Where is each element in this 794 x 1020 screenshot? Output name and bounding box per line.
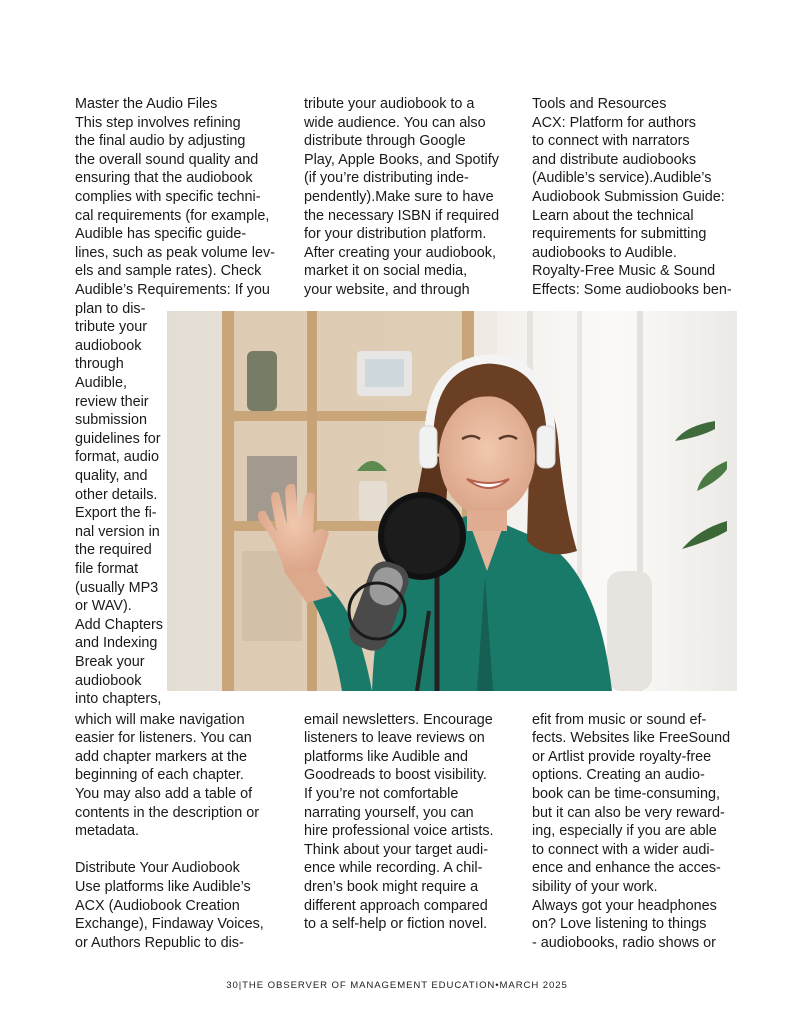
text-line: other details. [75, 486, 158, 503]
text-line: guidelines for [75, 430, 161, 447]
text-line: metadata. [75, 823, 139, 840]
text-line: pendently).Make sure to have [304, 189, 494, 205]
issue-date: MARCH 2025 [499, 980, 568, 991]
text-line: Exchange), Findaway Voices, [75, 916, 264, 933]
text-line: complies with specific techni- [75, 189, 261, 205]
text-line: nal version in [75, 523, 160, 540]
text-line: Always got your headphones [532, 897, 717, 914]
podcast-recording-photo [167, 311, 737, 691]
text-line: (usually MP3 [75, 579, 159, 596]
text-line: which will make navigation [75, 711, 245, 728]
text-line: submission [75, 412, 147, 429]
text-line: Think about your target audi- [304, 841, 488, 858]
text-line: audiobook [75, 337, 142, 354]
text-line: market it on social media, [304, 263, 468, 280]
text-line: - audiobooks, radio shows or [532, 934, 716, 951]
text-line: Export the fi- [75, 505, 157, 522]
text-line: file format [75, 561, 139, 577]
text-line: ACX (Audiobook Creation [75, 897, 240, 914]
publication-name: THE OBSERVER OF MANAGEMENT EDUCATION [242, 980, 496, 991]
text-line: Tools and Resources [532, 96, 667, 112]
page-footer [0, 980, 794, 991]
text-line: narrating yourself, you can [304, 804, 474, 821]
text-line: Master the Audio Files [75, 96, 218, 112]
text-line: distribute through Google [304, 133, 466, 150]
text-line: your website, and through [304, 282, 470, 298]
text-line: and Indexing [75, 635, 158, 652]
text-line: easier for listeners. You can [75, 730, 252, 747]
text-line: ensuring that the audiobook [75, 170, 253, 187]
text-line: quality, and [75, 468, 148, 484]
text-line: Audible’s Requirements: If you [75, 282, 270, 298]
text-line: cal requirements (for example, [75, 207, 270, 224]
text-line: efit from music or sound ef- [532, 711, 707, 728]
text-line: or Authors Republic to dis- [75, 934, 244, 951]
text-line: Audiobook Submission Guide: [532, 189, 725, 205]
text-line: into chapters, [75, 691, 162, 708]
text-line: ing, especially if you are able [532, 823, 717, 840]
text-line: (if you’re distributing inde- [304, 170, 469, 187]
text-line: (Audible’s service).Audible’s [532, 170, 712, 187]
text-line: ence and enhance the acces- [532, 860, 721, 877]
text-line: audiobook [75, 672, 142, 689]
woman-with-microphone-illustration [167, 311, 737, 691]
text-line: This step involves refining [75, 114, 241, 131]
text-line: tribute your audiobook to a [304, 96, 475, 112]
text-line: Learn about the technical [532, 207, 694, 224]
footer-bullet: • [495, 980, 500, 991]
text-line: review their [75, 393, 149, 410]
text-line: Add Chapters [75, 616, 163, 633]
text-line: the overall sound quality and [75, 151, 259, 168]
text-line: contents in the description or [75, 804, 259, 821]
text-line: tribute your [75, 319, 147, 336]
text-line: platforms like Audible and [304, 748, 468, 765]
text-line: Audible has specific guide- [75, 226, 247, 243]
text-line: els and sample rates). Check [75, 263, 262, 280]
text-line: dren’s book might require a [304, 879, 479, 895]
text-line: to connect with a wider audi- [532, 841, 715, 858]
text-line: Use platforms like Audible’s [75, 879, 251, 895]
text-line: Distribute Your Audiobook [75, 860, 240, 877]
text-line: If you’re not comfortable [304, 786, 459, 802]
text-line: After creating your audiobook, [304, 244, 496, 261]
page-number: 30 [226, 980, 239, 991]
text-line: Audible, [75, 375, 128, 391]
text-line: lines, such as peak volume lev- [75, 244, 275, 261]
text-line: the final audio by adjusting [75, 133, 246, 150]
text-line: Effects: Some audiobooks ben- [532, 282, 732, 298]
text-line: ACX: Platform for authors [532, 114, 696, 131]
text-line: different approach compared [304, 897, 488, 914]
text-line: add chapter markers at the [75, 748, 247, 765]
text-line: plan to dis- [75, 300, 146, 317]
text-line: listeners to leave reviews on [304, 730, 485, 747]
text-line: Royalty-Free Music & Sound [532, 263, 716, 280]
text-line: You may also add a table of [75, 786, 253, 802]
footer-separator: | [238, 980, 243, 991]
text-line: and distribute audiobooks [532, 151, 697, 168]
text-line: or Artlist provide royalty-free [532, 748, 712, 765]
text-line: email newsletters. Encourage [304, 711, 493, 728]
text-line: or WAV). [75, 598, 132, 615]
text-line: wide audience. You can also [304, 114, 486, 131]
text-line: book can be time-consuming, [532, 786, 720, 802]
text-line: options. Creating an audio- [532, 767, 705, 784]
text-line: format, audio [75, 449, 159, 466]
text-line: to a self-help or fiction novel. [304, 916, 488, 933]
text-line: audiobooks to Audible. [532, 244, 677, 261]
text-line: on? Love listening to things [532, 916, 707, 933]
text-line: the required [75, 542, 152, 559]
text-line: ence while recording. A chil- [304, 860, 483, 877]
text-line: beginning of each chapter. [75, 767, 244, 784]
text-line: requirements for submitting [532, 226, 707, 243]
text-line: Break your [75, 654, 145, 670]
text-line: for your distribution platform. [304, 226, 487, 243]
text-line: to connect with narrators [532, 133, 690, 150]
text-line: fects. Websites like FreeSound [532, 730, 731, 747]
text-line: the necessary ISBN if required [304, 207, 500, 224]
text-line: hire professional voice artists. [304, 823, 494, 840]
text-line: sibility of your work. [532, 879, 658, 895]
text-line: Play, Apple Books, and Spotify [304, 151, 499, 168]
text-line: but it can also be very reward- [532, 804, 725, 821]
text-line: Goodreads to boost visibility. [304, 767, 487, 784]
text-line: through [75, 356, 124, 373]
